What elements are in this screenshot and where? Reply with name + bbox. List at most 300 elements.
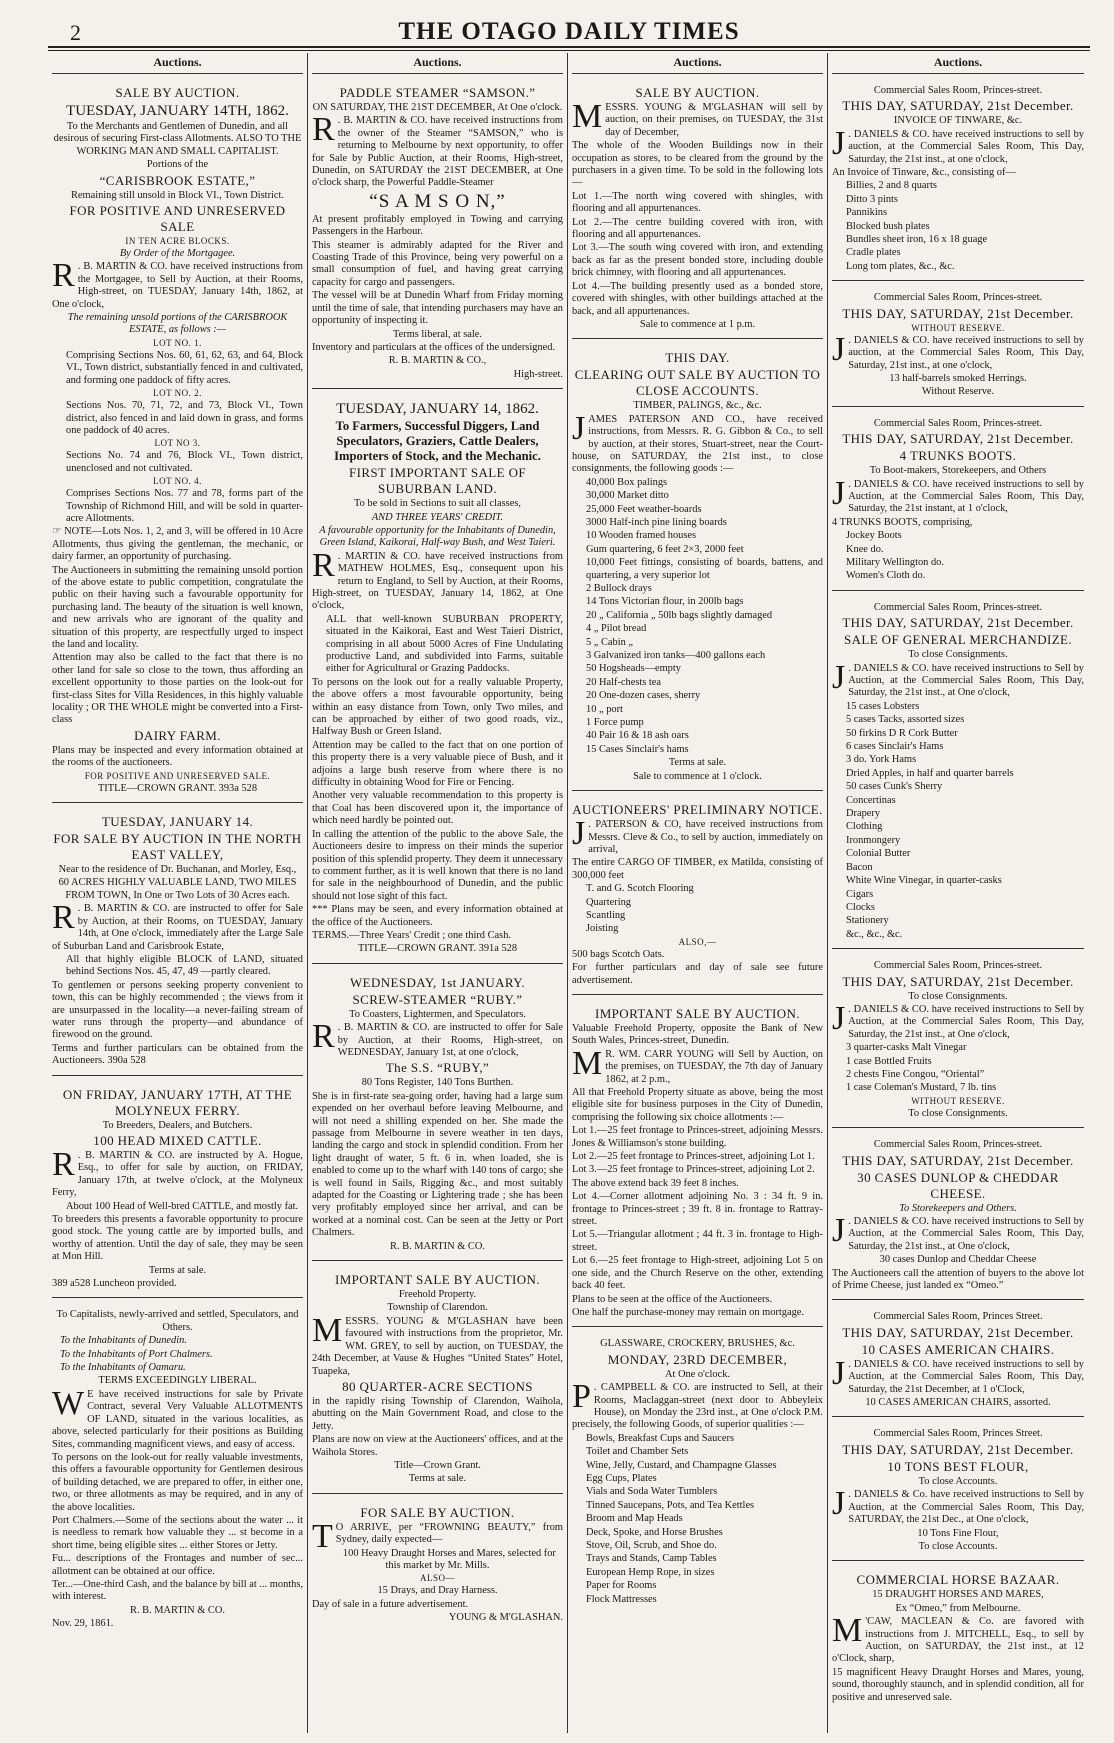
- ad-text: [52, 1145, 303, 1200]
- ad-text: All that Freehold Property situate as above, being the most eligible site for business purposes in the City of Dunedin, comprising the following six choice allotments :—: [572, 1087, 823, 1123]
- ad-text: Plans are now on view at the Auctioneers' offices, and at the Waihola Stores.: [312, 1434, 563, 1458]
- ad-text: Knee do.: [846, 543, 884, 555]
- ad-text: 10 Tons Fine Flour,: [917, 1527, 999, 1539]
- advertisement: [52, 1082, 303, 1299]
- advertisement: [832, 413, 1084, 591]
- ad-text: By Order of the Mortgagee.: [119, 248, 236, 260]
- ad-text: Quartering: [586, 896, 632, 908]
- drop-cap: J: [832, 999, 846, 1037]
- advertisement: [312, 80, 563, 389]
- ad-text: Bacon: [846, 861, 873, 873]
- ad-text: FOR POSITIVE AND UNRESERVED SALE: [69, 203, 286, 235]
- masthead: [48, 18, 1090, 48]
- ad-body: . CAMPBELL & CO. are instructed to Sell, at their Rooms, Maclaggan-street (next door to Abbeyleix House), on Monday the 23rd inst., at One o'clock P.M. precisely, the following Goods, of superior qualities :—: [572, 1382, 823, 1431]
- ad-text: Sections No. 74 and 76, Block VI., Town district, unenclosed and not cultivated.: [66, 450, 303, 474]
- ad-text: [832, 474, 1084, 516]
- ad-text: Terms liberal, at sale.: [393, 328, 482, 340]
- ad-text: Lot 3.—25 feet frontage to Princes-street, adjoining Lot 2.: [572, 1164, 815, 1176]
- ad-text: ☞ NOTE—Lots Nos. 1, 2, and 3, will be offered in 10 Acre Allotments, thus giving the gentleman, the mechanic, or dairy farmer, an opportunity of purchasing.: [52, 526, 303, 563]
- ad-text: To Breeders, Dealers, and Butchers.: [102, 1119, 253, 1131]
- ad-text: [572, 1044, 823, 1086]
- ad-text: To persons on the look-out for really valuable investments, this offers a favourable opportunity for Gentlemen desirous of building detached, we are prepared to offer, in either one, two, or three allotments as may be required, and in any of the above localities.: [52, 1451, 303, 1513]
- ad-text: THIS DAY, SATURDAY, 21st December.: [842, 98, 1074, 114]
- ad-text: Terms at sale.: [148, 1264, 207, 1276]
- ad-text: [52, 257, 303, 311]
- ad-text: Sections Nos. 70, 71, 72, and 73, Block VI., Town district, also fenced in and laid down in grass, and forms one paddock of 40 acres.: [66, 400, 303, 436]
- ad-text: IN TEN ACRE BLOCKS.: [125, 236, 230, 247]
- ad-text: Port Chalmers.—Some of the sections about the water ... it is needless to remark how valuable they ... st become in a short time, being eligible sites ... either Stores or Jetty.: [52, 1514, 303, 1551]
- ad-text: THIS DAY, SATURDAY, 21st December.: [842, 431, 1074, 447]
- drop-cap: J: [832, 658, 846, 696]
- ad-text: Lot 5.—Triangular allotment ; 44 ft. 3 in. frontage to High-street.: [572, 1229, 823, 1253]
- ad-text: [312, 1311, 563, 1378]
- ad-text: THIS DAY.: [665, 350, 730, 366]
- column-heading: Auctions.: [52, 53, 303, 74]
- ad-text: [572, 98, 823, 139]
- column-heading: Auctions.: [572, 53, 823, 74]
- advertisement: [312, 1267, 563, 1494]
- ad-text: THIS DAY, SATURDAY, 21st December.: [842, 973, 1074, 989]
- ad-body: . B. MARTIN & CO. are instructed to offer for Sale by Auction, at their Rooms, on TUESDAY, January 14th, at One o'clock, immediately after the Large Sale of Suburban Land and Carisbrook Estate,: [52, 903, 303, 952]
- ad-text: 2 Bullock drays: [586, 583, 652, 594]
- ad-text: Concertinas: [846, 794, 896, 806]
- ad-text: Township of Clarendon.: [387, 1302, 488, 1314]
- ad-text: [832, 658, 1084, 700]
- advertisement: [312, 970, 563, 1261]
- drop-cap: J: [832, 1212, 846, 1249]
- drop-cap: J: [832, 1485, 846, 1523]
- column-heading: Auctions.: [832, 53, 1084, 74]
- drop-cap: J: [832, 330, 846, 368]
- ad-text: Lot 3.—The south wing covered with iron, and extending back as far as the present bonded store, including double brick chimney, with flooring and all appurtenances.: [572, 242, 823, 279]
- ad-text: TUESDAY, JANUARY 14, 1862.: [336, 401, 539, 418]
- ad-text: Sale to commence at 1 o'clock.: [633, 770, 762, 782]
- ad-text: The Auctioneers call the attention of buyers to the above lot of Prime Cheese, just landed ex “Omeo.”: [832, 1267, 1084, 1292]
- ad-text: PADDLE STEAMER “SAMSON.”: [339, 85, 536, 100]
- ad-body: . PATERSON & CO, have received instructions from Messrs. Cleve & Co., to sell by auction, immediately on arrival,: [588, 819, 823, 855]
- ad-body: AMES PATERSON AND CO., have received instructions, from Messrs. R. G. Gibbon & Co., to sell by auction, at their stores, Stuart-street, near the Court-house, on SATURDAY, the 21st inst., to close consignments, the following goods :—: [572, 413, 823, 475]
- drop-cap: M: [312, 1311, 343, 1349]
- ad-text: TUESDAY, JANUARY 14TH, 1862.: [66, 103, 289, 119]
- drop-cap: P: [572, 1378, 591, 1416]
- ad-text: LOT NO. 4.: [153, 476, 202, 487]
- ad-text: [832, 1212, 1084, 1253]
- drop-cap: J: [572, 815, 586, 853]
- drop-cap: J: [832, 1354, 846, 1392]
- ad-text: [832, 999, 1084, 1041]
- ad-text: Ditto 3 pints: [846, 193, 898, 205]
- ad-text: Clothing: [846, 821, 883, 833]
- ad-text: To close Consignments.: [908, 649, 1008, 661]
- ad-text: THIS DAY, SATURDAY, 21st December.: [842, 1324, 1074, 1340]
- ad-text: 5 „ Cabin „: [586, 636, 634, 648]
- drop-cap: J: [832, 474, 846, 512]
- ad-text: [312, 546, 563, 613]
- ad-text: AUCTIONEERS' PRELIMINARY NOTICE.: [572, 802, 823, 818]
- advertisement: [832, 1306, 1084, 1417]
- ad-text: 15 Drays, and Dray Harness.: [377, 1585, 498, 1597]
- ad-text: The remaining unsold portions of the CARISBROOK ESTATE, as follows :—: [67, 312, 288, 336]
- ad-text: To Farmers, Successful Diggers, Land Speculators, Graziers, Cattle Dealers, Importers of Stock, and the Mechanic.: [334, 419, 541, 464]
- ad-text: Comprises Sections Nos. 77 and 78, forms part of the Township of Richmond Hill, and will be sold in quarter-acre Allotments.: [66, 488, 303, 524]
- ad-text: IMPORTANT SALE BY AUCTION.: [594, 1005, 801, 1021]
- ad-text: At One o'clock.: [664, 1368, 731, 1380]
- ad-text: Lot 2.—The centre building covered with iron, with flooring and all appurtenances.: [572, 216, 823, 241]
- column-heading: Auctions.: [312, 53, 563, 74]
- ad-text: TIMBER, PALINGS, &c., &c.: [633, 400, 762, 412]
- ad-text: Freehold Property.: [398, 1289, 477, 1301]
- ad-text: Inventory and particulars at the offices of the undersigned.: [312, 341, 556, 353]
- ad-text: 30,000 Market ditto: [586, 490, 669, 502]
- column-3: [568, 53, 828, 1733]
- ad-text: To the Inhabitants of Port Chalmers.: [60, 1348, 213, 1360]
- ad-text: 10 „ port: [586, 703, 623, 715]
- ad-text: Women's Cloth do.: [846, 570, 926, 582]
- ad-text: &c., &c., &c.: [846, 928, 903, 940]
- ad-text: [52, 899, 303, 953]
- ad-text: Deck, Spoke, and Horse Brushes: [586, 1526, 723, 1538]
- advertisement: [832, 287, 1084, 406]
- ad-text: Near to the residence of Dr. Buchanan, and Morley, Esq.,: [58, 864, 297, 876]
- ad-text: Plans to be seen at the office of the Auctioneers.: [572, 1293, 773, 1305]
- ad-text: MONDAY, 23RD DECEMBER,: [607, 1351, 788, 1367]
- ad-text: 50 firkins D R Cork Butter: [846, 727, 958, 739]
- ad-text: Bundles sheet iron, 16 x 18 guage: [846, 234, 988, 246]
- ad-text: 10 CASES AMERICAN CHAIRS, assorted.: [865, 1397, 1051, 1409]
- drop-cap: J: [572, 409, 586, 447]
- ad-text: Toilet and Chamber Sets: [586, 1446, 689, 1458]
- column-2: [308, 53, 568, 1733]
- ad-text: Another very valuable recommendation to this property is that Coal has been discovered upon it, the importance of which need hardly be pointed out.: [312, 790, 563, 827]
- column-1: [48, 53, 308, 1733]
- ad-text: in the rapidly rising Township of Clarendon, Waihola, abutting on the Main Government Road, and close to the Jetty.: [312, 1395, 563, 1432]
- ad-text: Bowls, Breakfast Cups and Saucers: [586, 1432, 735, 1444]
- column-4: [828, 53, 1088, 1733]
- advertisement: [832, 1423, 1084, 1561]
- ad-text: She is in first-rate sea-going order, having had a large sum expended on her overhaul before leaving Melbourne, and will not need a shilling expended on her. She made the passage from Melbourne in severe weather in ten days, landing the cargo and stock in splendid condition. From her light draught of water, 5 ft. 6 in. when loaded, she is enabled to come up to the wharf with 140 tons of cargo; she is well found in Sails, Rigging &c., and most suitably adapted for the Coasting or Lightering trade ; she has been very profitably employed since her arrival, and can be worked at a nominal cost. Can be seen at the Jetty or Port Chalmers.: [312, 1090, 563, 1239]
- ad-text: THIS DAY, SATURDAY, 21st December.: [842, 1152, 1074, 1168]
- ad-text: 3000 Half-inch pine lining boards: [586, 516, 727, 528]
- advertisement: [52, 80, 303, 803]
- ad-text: FIRST IMPORTANT SALE OF SUBURBAN LAND.: [348, 465, 526, 497]
- ad-text: High-street.: [513, 368, 563, 380]
- ad-text: 60 ACRES HIGHLY VALUABLE LAND, TWO MILES FROM TOWN, In One or Two Lots of 30 Acres each.: [58, 877, 297, 901]
- ad-text: [832, 1612, 1084, 1666]
- ad-text: [572, 409, 823, 476]
- ad-text: THIS DAY, SATURDAY, 21st December.: [842, 305, 1074, 321]
- ad-text: Gum quartering, 6 feet 2×3, 2000 feet: [586, 543, 744, 555]
- ad-text: “CARISBROOK ESTATE,”: [99, 172, 256, 188]
- ad-text: T. and G. Scotch Flooring: [586, 883, 694, 895]
- ad-text: To close Accounts.: [918, 1540, 998, 1552]
- ad-text: Scantling: [586, 909, 626, 921]
- ad-text: 15 DRAUGHT HORSES AND MARES,: [872, 1589, 1044, 1601]
- ad-text: 50 Hogsheads—empty: [586, 663, 681, 675]
- columns: [48, 53, 1090, 1733]
- ad-text: Plans may be inspected and every information obtained at the rooms of the auctioneers.: [52, 744, 303, 769]
- ad-text: 15 cases Lobsters: [846, 700, 920, 712]
- ad-text: 40,000 Box palings: [586, 476, 668, 488]
- ad-text: “S A M S O N,”: [369, 190, 506, 212]
- ad-text: TERMS.—Three Years' Credit ; one third Cash.: [312, 929, 511, 941]
- ad-text: 80 QUARTER-ACRE SECTIONS: [342, 1378, 533, 1394]
- ad-text: SALE BY AUCTION.: [635, 85, 760, 100]
- ad-text: SALE OF GENERAL MERCHANDIZE.: [843, 632, 1073, 648]
- advertisement: [572, 1333, 823, 1613]
- ad-text: SALE BY AUCTION.: [115, 85, 240, 100]
- ad-text: To close Accounts.: [918, 1475, 998, 1487]
- ad-text: Valuable Freehold Property, opposite the Bank of New South Wales, Princes-street, Dunedin.: [572, 1022, 823, 1047]
- ad-text: 2 chests Fine Congou, “Oriental”: [846, 1068, 985, 1080]
- ad-text: [832, 330, 1084, 372]
- ad-text: 6 cases Sinclair's Hams: [846, 741, 944, 753]
- ad-body: . DANIELS & Co. have received instructions to Sell by Auction, at the Commercial Sales Room, This Day, SATURDAY, the 21st Dec., at One o'clock,: [848, 1489, 1084, 1526]
- advertisement: [572, 1001, 823, 1327]
- ad-text: 3 do. York Hams: [846, 754, 917, 766]
- ad-text: ALSO—: [419, 1573, 455, 1584]
- ad-text: TERMS EXCEEDINGLY LIBERAL.: [98, 1375, 257, 1387]
- ad-text: Attention may also be called to the fact that there is no other land for sale so close to the town, thus affording an excellent opportunity to those parties on the look-out for first-class Sites for Villa Residences, in this highly valuable locality ; OR THE WHOLE might be converted into a First-class: [52, 652, 303, 726]
- ad-text: Flock Mattresses: [586, 1593, 657, 1605]
- ad-text: Commercial Sales Room, Princes-street.: [873, 960, 1043, 972]
- ad-text: To breeders this presents a favorable opportunity to procure good stock. The young cattle are by imported bulls, and worthy of attention. Until the day of sale, they may be seen at Mon Hill.: [52, 1214, 303, 1263]
- ad-text: ON FRIDAY, JANUARY 17TH, AT THE MOLYNEUX FERRY.: [62, 1086, 293, 1118]
- ad-text: To the Inhabitants of Dunedin.: [60, 1335, 187, 1347]
- ad-text: To the Inhabitants of Oamaru.: [60, 1362, 186, 1374]
- drop-cap: R: [52, 257, 75, 295]
- ad-text: Wine, Jelly, Custard, and Champagne Glasses: [586, 1459, 777, 1471]
- ad-text: 10 CASES AMERICAN CHAIRS.: [861, 1341, 1055, 1357]
- ad-text: [572, 1378, 823, 1432]
- ad-text: Clocks: [846, 901, 875, 913]
- ad-text: 25,000 Feet weather-boards: [586, 503, 702, 515]
- ad-text: [832, 1485, 1084, 1526]
- ad-text: The above extend back 39 feet 8 inches.: [572, 1177, 739, 1189]
- ad-text: To persons on the look out for a really valuable Property, the above offers a most favourable opportunity, being within an easy distance from Town, only Two miles, and can be approached by either of two good roads, viz., Halfway Bush or Green Island.: [312, 676, 563, 738]
- ad-text: R. B. MARTIN & CO.: [390, 1240, 485, 1252]
- ad-text: 5 cases Tacks, assorted sizes: [846, 714, 965, 726]
- ad-body: . DANIELS & CO. have received instructions to sell by auction, at the Commercial Sales Room, This Day, Saturday, the 21st inst., at one o'clock,: [848, 128, 1084, 165]
- advertisement: [312, 1500, 563, 1632]
- ad-body: E have received instructions for sale by Private Contract, several Very Valuable ALLOTMENTS OF LAND, situated in the various localities, as above, selected particularly for their positions as Building Sites, commanding magnificent views, and easy of access.: [52, 1388, 303, 1450]
- ad-text: In calling the attention of the public to the above Sale, the Auctioneers desire to impress on their minds the superior position of this splendid property. They deem it unnecessary to comment further, as it is well known that there is no land for sale in the neighbourhood of Dunedin, and the public should not lose sight of this fact.: [312, 828, 563, 902]
- ad-text: Stationery: [846, 915, 889, 927]
- page-number: 2: [70, 20, 81, 45]
- ad-body: 'CAW, MACLEAN & Co. are favored with instructions from J. MITCHELL, Esq., to sell by Auction, on SATURDAY, the 21st inst., at 12 o'Clock, sharp,: [832, 1616, 1084, 1665]
- ad-text: One half the purchase-money may remain on mortgage.: [572, 1306, 804, 1318]
- ad-text: Long tom plates, &c., &c.: [846, 260, 955, 272]
- ad-text: Commercial Sales Room, Princes-street.: [873, 601, 1043, 613]
- ad-text: White Wine Vinegar, in quarter-casks: [846, 875, 1002, 887]
- ad-text: Jockey Boots: [846, 530, 902, 542]
- ad-text: To Capitalists, newly-arrived and settled, Speculators, and Others.: [56, 1309, 299, 1333]
- ad-body: ESSRS. YOUNG & M'GLASHAN have been favoured with instructions from the proprietor, Mr. WM. GREY, to sell by auction, on TUESDAY, the 24th December, at Vause & Hughes “United States” Hotel, Tuapeka,: [312, 1315, 563, 1377]
- ad-text: 30 cases Dunlop and Cheddar Cheese: [879, 1254, 1037, 1266]
- ad-text: Comprising Sections Nos. 60, 61, 62, 63, and 64, Block VI., Town district, substantially fenced in and cultivated, and forming one paddock of fifty acres.: [66, 349, 303, 386]
- ad-text: COMMERCIAL HORSE BAZAAR.: [856, 1572, 1060, 1588]
- ad-text: IMPORTANT SALE BY AUCTION.: [334, 1272, 541, 1288]
- ad-text: Tinned Saucepans, Pots, and Tea Kettles: [586, 1499, 755, 1511]
- ad-text: *** Plans may be seen, and every information obtained at the office of the Auctioneers.: [312, 904, 563, 928]
- ad-text: Lot 4.—The building presently used as a bonded store, covered with shingles, with other buildings attached at the back, and all appurtenances.: [572, 280, 823, 317]
- ad-text: For further particulars and day of sale see future advertisement.: [572, 962, 823, 986]
- ad-text: Cigars: [846, 888, 874, 900]
- ad-text: 20 Half-chests tea: [586, 676, 662, 688]
- ad-text: 30 CASES DUNLOP & CHEDDAR CHEESE.: [857, 1169, 1059, 1201]
- drop-cap: M: [572, 1044, 603, 1082]
- ad-text: 3 Galvanized iron tanks—400 gallons each: [586, 650, 766, 662]
- ad-body: . DANIELS & CO. have received instructions to Sell by Auction, at the Commercial Sales Room, This Day, Saturday, the 21st inst., at One o'clock,: [848, 1216, 1084, 1252]
- ad-text: 100 Heavy Draught Horses and Mares, selected for this market by Mr. Mills.: [342, 1547, 556, 1571]
- ad-text: Military Wellington do.: [846, 556, 944, 568]
- advertisement: [52, 1304, 303, 1637]
- ad-text: Lot 6.—25 feet frontage to High-street, adjoining Lot 5 on one side, and the Church Reserve on the other, extending back 40 feet.: [572, 1255, 823, 1292]
- ad-body: O ARRIVE, per “FROWNING BEAUTY,” from Sydney, daily expected—: [335, 1521, 563, 1546]
- advertisement: [832, 955, 1084, 1128]
- ad-text: The vessel will be at Dunedin Wharf from Friday morning until the time of sale, that intending purchasers may have an opportunity of inspecting it.: [312, 290, 563, 327]
- ad-body: . DANIELS & CO. have received instructions to sell by auction, at the Commercial Sales Room, This Day, Saturday, 21st inst., at one o'clock,: [848, 334, 1084, 371]
- ad-body: . B. MARTIN & CO. are instructed by A. Hogue, Esq., to offer for sale by auction, on FRIDAY, January 17th, at twelve o'clock, at the Molyneux Ferry,: [52, 1149, 303, 1199]
- ad-text: TUESDAY, JANUARY 14.: [101, 814, 254, 830]
- ad-text: AND THREE YEARS' CREDIT.: [371, 511, 504, 523]
- ad-text: Commercial Sales Room, Princes Street.: [873, 1428, 1043, 1440]
- ad-text: SCREW-STEAMER “RUBY.”: [352, 991, 523, 1007]
- advertisement: [572, 797, 823, 995]
- ad-text: 50 cases Cunk's Sherry: [846, 781, 943, 793]
- ad-text: Vials and Soda Water Tumblers: [586, 1486, 718, 1498]
- ad-text: 4 TRUNKS BOOTS.: [899, 448, 1017, 464]
- ad-text: LOT NO. 1.: [153, 337, 202, 348]
- ad-text: [572, 815, 823, 856]
- ad-text: The S.S. “RUBY,”: [385, 1060, 490, 1076]
- ad-text: Commercial Sales Room, Princes Street.: [873, 1311, 1043, 1323]
- ad-text: [52, 1384, 303, 1451]
- ad-text: European Hemp Rope, in sizes: [586, 1566, 715, 1578]
- ad-text: ON SATURDAY, THE 21ST DECEMBER, At One o'clock.: [312, 102, 563, 113]
- ad-text: [312, 111, 563, 189]
- ad-text: Commercial Sales Room, Princes-street.: [873, 292, 1043, 304]
- ad-text: Lot 1.—25 feet frontage to Princes-street, adjoining Messrs. Jones & Williamson's stone building.: [572, 1125, 823, 1149]
- ad-body: . DANIELS & CO. have received instructions to sell by Auction, at the Commercial Sales Room, This Day, Saturday, the 21st December, at 1 o'Clock,: [848, 1358, 1084, 1395]
- ad-text: Day of sale in a future advertisement.: [312, 1598, 469, 1610]
- ad-text: 389 a528 Luncheon provided.: [52, 1278, 177, 1290]
- ad-text: THIS DAY, SATURDAY, 21st December.: [842, 615, 1074, 631]
- ad-text: R. B. MARTIN & CO.: [130, 1604, 225, 1616]
- ad-text: YOUNG & M'GLASHAN.: [448, 1612, 563, 1624]
- ad-text: TITLE—CROWN GRANT. 393a 528: [97, 782, 258, 794]
- ad-text: LOT NO. 2.: [153, 388, 202, 399]
- ad-text: Terms at sale.: [408, 1473, 467, 1485]
- ad-text: A favourable opportunity for the Inhabitants of Dunedin, Green Island, Kaikorai, Half-way Bush, and West Taieri.: [319, 524, 556, 549]
- ad-text: 20 One-dozen cases, sherry: [586, 690, 701, 702]
- advertisement: [832, 80, 1084, 281]
- ad-text: Lot 1.—The north wing covered with shingles, with flooring and all appurtenances.: [572, 190, 823, 215]
- ad-text: An Invoice of Tinware, &c., consisting of—: [832, 167, 1016, 179]
- drop-cap: R: [312, 1018, 335, 1056]
- ad-text: 4 TRUNKS BOOTS, comprising,: [832, 516, 973, 528]
- advertisement: [832, 597, 1084, 949]
- ad-body: . B. MARTIN & CO. have received instructions from the Mortgagee, to Sell by Auction, at their Rooms, High-street, on TUESDAY, January 14th, 1862, at One o'clock,: [52, 261, 303, 310]
- ad-text: The Auctioneers in submitting the remaining unsold portion of the above estate to public competition, congratulate the public on their having such a favourable opportunity for purchasing land. The beauty of the situation is well known, and new arrivals who are ignorant of the quality and situation of this property, are respectfully urged to inspect the land and locality.: [52, 564, 303, 650]
- ad-text: TITLE—CROWN GRANT. 391a 528: [357, 943, 518, 955]
- ad-text: Lot 4.—Corner allotment adjoining No. 3 : 34 ft. 9 in. frontage to Princes-street ; 39 ft. 8 in. frontage to Rattray-street.: [572, 1191, 823, 1228]
- ad-text: Commercial Sales Room, Princes-street.: [873, 1139, 1043, 1151]
- ad-text: 10,000 Feet fittings, consisting of boards, battens, and quartering, a very superior lot: [586, 557, 823, 581]
- ad-body: . B. MARTIN & CO. are instructed to offer for Sale by Auction, at their Rooms, High-street, on WEDNESDAY, January 1st, at one o'clock,: [337, 1022, 563, 1058]
- ad-text: 20 „ California „ 50lb bags slightly damaged: [586, 609, 773, 621]
- ad-body: . B. MARTIN & CO. have received instructions from the owner of the Steamer “SAMSON,” who is returning to Melbourne by next opportunity, to offer for Sale by Public Auction, at their Rooms, High-street, Dunedin, on SATURDAY the 21ST DECEMBER, at One o'clock sharp, the Powerful Paddle-Steamer: [312, 115, 563, 189]
- ad-body: . MARTIN & CO. have received instructions from MATHEW HOLMES, Esq., consequent upon his return to England, to Sell by Auction, at their Rooms, High-street, on TUESDAY, January 14, 1862, at One o'clock,: [312, 550, 563, 612]
- ad-text: Cradle plates: [846, 247, 901, 259]
- ad-text: FOR POSITIVE AND UNRESERVED SALE.: [84, 770, 271, 781]
- advertisement: [832, 1567, 1084, 1711]
- ad-text: 1 case Coleman's Mustard, 7 lb. tins: [846, 1082, 997, 1094]
- ad-text: Billies, 2 and 8 quarts: [846, 180, 937, 192]
- advertisement: [312, 395, 563, 964]
- ad-text: Ter...—One-third Cash, and the balance by bill at ... months, with interest.: [52, 1578, 303, 1603]
- ad-text: Pannikins: [846, 207, 887, 219]
- ad-text: GLASSWARE, CROCKERY, BRUSHES, &c.: [600, 1338, 795, 1350]
- ad-text: 13 half-barrels smoked Herrings.: [889, 372, 1027, 384]
- ad-text: To close Consignments.: [908, 1107, 1008, 1119]
- ad-text: [832, 124, 1084, 166]
- ad-text: 40 Pair 16 & 18 ash oars: [586, 730, 689, 742]
- ad-text: WITHOUT RESERVE.: [911, 322, 1005, 333]
- ad-text: Without Reserve.: [921, 386, 995, 398]
- ad-text: 10 Wooden framed houses: [586, 530, 697, 542]
- drop-cap: W: [52, 1384, 85, 1422]
- drop-cap: R: [312, 111, 335, 149]
- ad-text: WEDNESDAY, 1st JANUARY.: [349, 974, 526, 990]
- ad-text: Blocked bush plates: [846, 220, 930, 232]
- ad-text: [832, 1354, 1084, 1396]
- drop-cap: T: [312, 1517, 333, 1555]
- ad-text: Sale to commence at 1 p.m.: [639, 318, 756, 330]
- ad-text: Ironmongery: [846, 834, 901, 846]
- ad-text: FOR SALE BY AUCTION IN THE NORTH EAST VALLEY,: [53, 831, 302, 863]
- ad-text: ALL that well-known SUBURBAN PROPERTY, situated in the Kaikorai, East and West Taieri District, comprising in all about 5000 Acres of Fine Undulating productive Land, and subdivided into Farms, suitable either for Agricultural or Grazing Paddocks.: [326, 613, 563, 675]
- ad-body: . DANIELS & CO. have received instructions to sell by Auction, at the Commercial Sales Room, This Day, Saturday, the 21st instant, at 1 o'clock,: [848, 478, 1084, 515]
- ad-text: Portions of the: [146, 159, 209, 171]
- ad-text: Paper for Rooms: [586, 1580, 657, 1592]
- ad-text: 80 Tons Register, 140 Tons Burthen.: [361, 1077, 514, 1089]
- ad-text: 10 TONS BEST FLOUR,: [887, 1458, 1029, 1474]
- ad-text: To the Merchants and Gentlemen of Dunedin, and all desirous of securing First-class Allotments. ALSO TO THE WORKING MAN AND SMALL CAPITALIST.: [53, 121, 302, 157]
- ad-body: R. WM. CARR YOUNG will Sell by Auction, on the premises, on TUESDAY, the 7th day of January 1862, at 2 p.m.,: [605, 1048, 823, 1085]
- ad-text: About 100 Head of Well-bred CATTLE, and mostly fat.: [66, 1200, 299, 1212]
- ad-text: The whole of the Wooden Buildings now in their occupation as stores, to be cleared from the ground by the purchasers in a given time. To be sold in the following lots—: [572, 140, 823, 189]
- ad-text: ALSO,—: [678, 936, 717, 947]
- ad-text: [312, 1517, 563, 1555]
- ad-text: Joisting: [586, 923, 619, 935]
- ad-text: DAIRY FARM.: [134, 727, 221, 743]
- ad-body: . DANIELS & CO. have received instructions to Sell by Auction, at the Commercial Sales Room, This Day, Saturday, the 21st inst., at One o'clock,: [848, 662, 1084, 699]
- ad-text: 500 bags Scotch Oats.: [572, 948, 665, 960]
- ad-body: . DANIELS & CO. have received instructions to Sell by Auction, at the Commercial Sales Room, This Day, Saturday, the 21st inst., at One o'clock,: [848, 1003, 1084, 1040]
- ad-text: [312, 1018, 563, 1059]
- ad-text: 1 Force pump: [586, 717, 644, 729]
- drop-cap: M: [832, 1612, 863, 1650]
- ad-text: To close Consignments.: [908, 990, 1008, 1002]
- masthead-rule: [48, 48, 1090, 51]
- ad-text: Commercial Sales Room, Princes-street.: [873, 85, 1043, 96]
- ad-text: Attention may be called to the fact that on one portion of this property there is a very valuable piece of Bush, and it adjoins a large bush reserve from where there is no difficulty in obtaining Wood for Fire or Fencing.: [312, 739, 563, 789]
- ad-text: The entire CARGO OF TIMBER, ex Matilda, consisting of 300,000 feet: [572, 857, 823, 881]
- ad-text: To Boot-makers, Storekeepers, and Others: [869, 465, 1047, 477]
- ad-text: Commercial Sales Room, Princes-street.: [873, 417, 1043, 429]
- ad-text: THIS DAY, SATURDAY, 21st December.: [842, 1441, 1074, 1457]
- ad-text: All that highly eligible BLOCK of LAND, situated behind Sections Nos. 45, 47, 49 —partly cleared.: [66, 953, 303, 978]
